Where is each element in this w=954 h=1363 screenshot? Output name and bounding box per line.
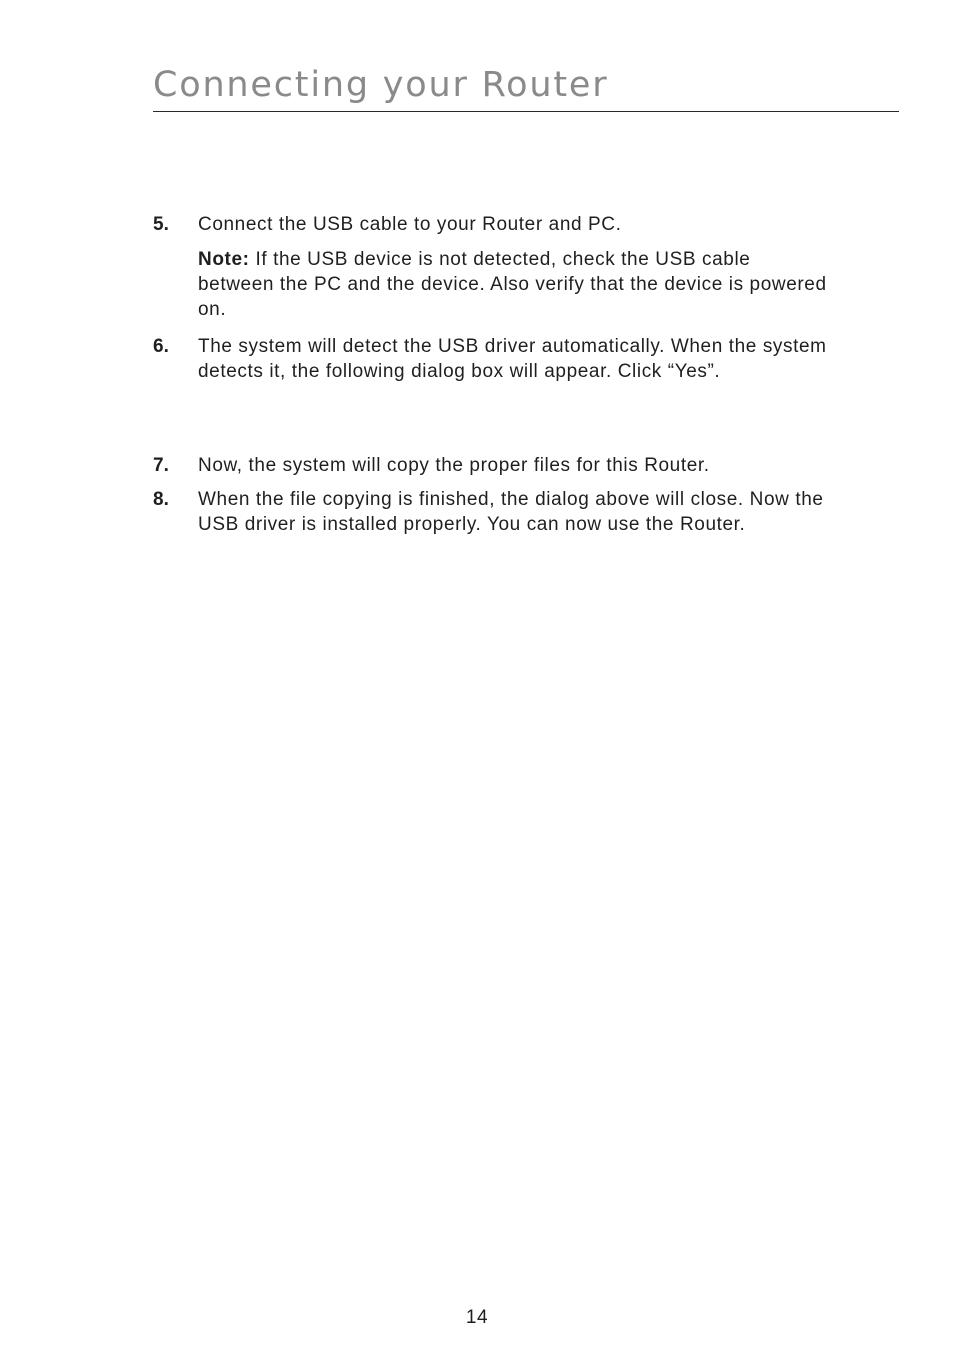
step-text: When the file copying is finished, the dialog above will close. Now the USB driver is installed properly. You can now use the Router. <box>198 489 824 535</box>
step-note <box>198 247 828 322</box>
step-number: 6. <box>153 336 169 357</box>
note-label: Note: <box>198 249 250 270</box>
page-header <box>153 62 899 108</box>
step-number: 8. <box>153 489 169 510</box>
step-number: 7. <box>153 455 169 476</box>
step-text: Connect the USB cable to your Router and PC. <box>198 214 622 235</box>
step-text: Now, the system will copy the proper files for this Router. <box>198 455 710 476</box>
page-title: Connecting your Router <box>153 65 609 105</box>
page-number: 14 <box>465 1307 489 1328</box>
note-text: If the USB device is not detected, check the USB cable between the PC and the device. Also verify that the device is powered on. <box>198 249 827 320</box>
step-number: 5. <box>153 214 169 235</box>
header-divider <box>153 111 899 112</box>
step-text: The system will detect the USB driver automatically. When the system detects it, the following dialog box will appear. Click “Yes”. <box>198 336 827 382</box>
